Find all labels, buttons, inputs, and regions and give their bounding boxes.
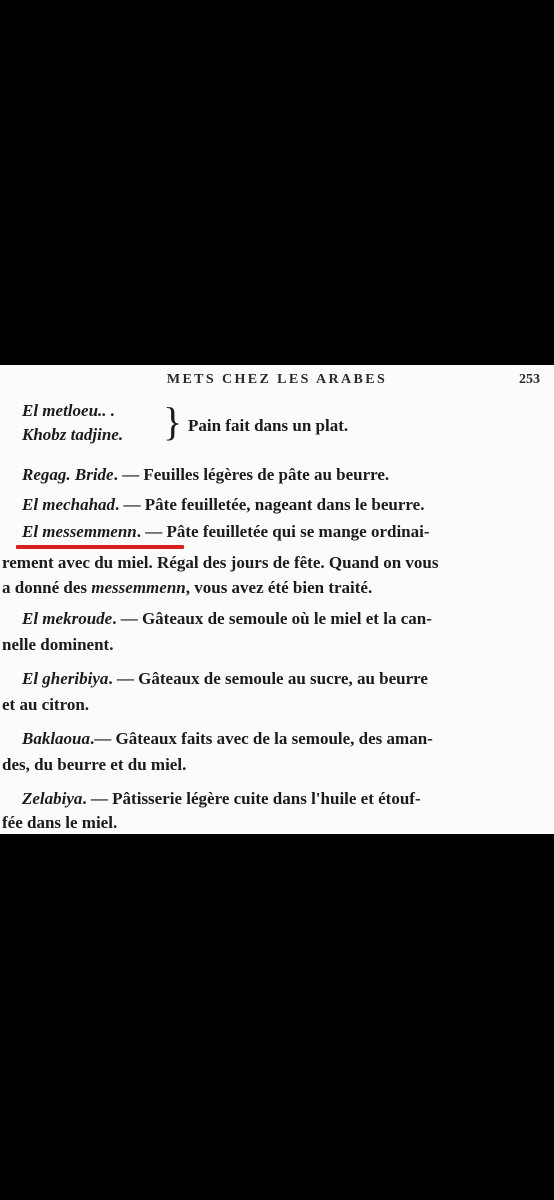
entry-term: El gheribiya (22, 669, 109, 688)
entry-text: et au citron. (2, 695, 90, 714)
entry-line (2, 693, 89, 717)
entry-term: Zelabiya (22, 789, 83, 808)
entry-text: . — Pâte feuilletée, nageant dans le beurre. (115, 495, 425, 514)
curly-brace-glyph: } (163, 399, 183, 444)
entry-line (2, 633, 113, 657)
entry-line (2, 551, 438, 575)
page-number: 253 (519, 372, 540, 387)
entry-line (22, 463, 389, 487)
entry-line (22, 607, 432, 631)
brace-definition: Pain fait dans un plat. (188, 416, 349, 435)
entry-text: , vous avez été bien traité. (185, 578, 373, 597)
entry-text: nelle dominent. (2, 635, 114, 654)
entry-text: . — Gâteaux de semoule où le miel et la can- (112, 609, 432, 628)
entry-text: a donné des (2, 578, 92, 597)
entry-term: Regag. Bride (22, 465, 114, 484)
entry-text: rement avec du miel. Régal des jours de fête. Quand on vous (2, 553, 439, 572)
entry-line (2, 576, 372, 600)
entry-term: El mekroude (22, 609, 113, 628)
brace-term-2: Khobz tadjine. (22, 425, 124, 444)
entry-term: Baklaoua (22, 729, 91, 748)
entry-text: . — Feuilles légères de pâte au beurre. (113, 465, 390, 484)
red-underline-mark (16, 545, 184, 549)
entry-line (22, 667, 428, 691)
book-page-scan (0, 365, 554, 834)
running-title: METS CHEZ LES ARABES (166, 372, 388, 387)
entry-line-highlighted (22, 520, 430, 544)
entry-term-highlighted: El messemmenn (22, 522, 137, 541)
entry-text: . — Gâteaux de semoule au sucre, au beurre (108, 669, 428, 688)
entry-line (22, 493, 424, 517)
brace-term-1: El metloeu.. . (22, 401, 116, 420)
entry-line (2, 811, 117, 834)
entry-line (22, 727, 433, 751)
entry-text: des, du beurre et du miel. (2, 755, 187, 774)
entry-line (2, 753, 186, 777)
entry-text: . — Pâtisserie légère cuite dans l'huile et étouf- (82, 789, 421, 808)
entry-line (22, 787, 421, 811)
running-head (0, 372, 554, 392)
entry-text: . — Pâte feuilletée qui se mange ordinai- (136, 522, 430, 541)
entry-text: fée dans le miel. (2, 813, 118, 832)
entry-term: messemmenn (91, 578, 186, 597)
brace-entry (22, 399, 422, 449)
entry-term: El mechahad (22, 495, 116, 514)
entry-text: .— Gâteaux faits avec de la semoule, des aman- (90, 729, 433, 748)
